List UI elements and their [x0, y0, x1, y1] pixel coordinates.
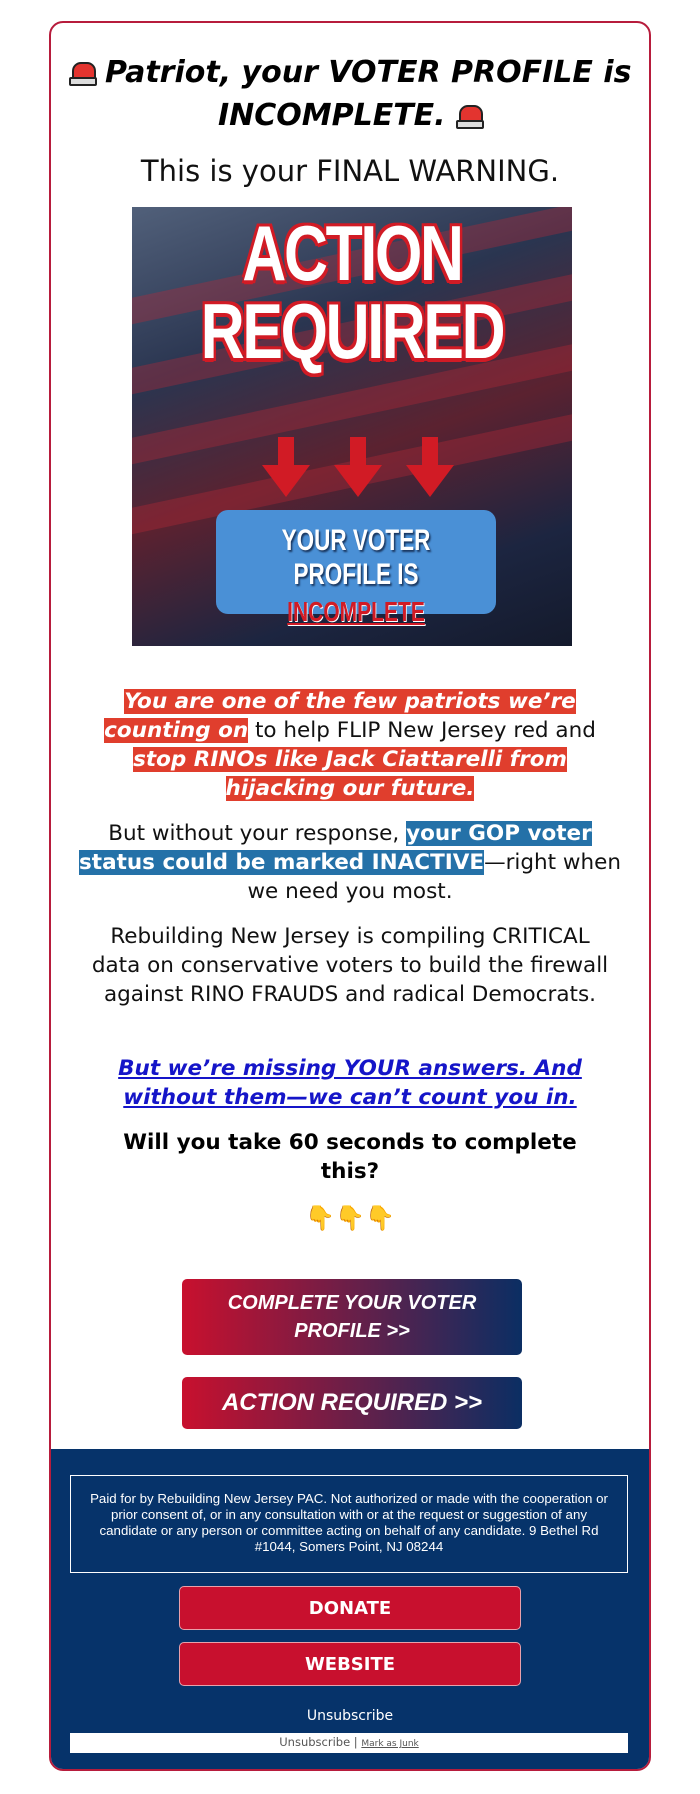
paragraph-inactive: But without your response, your GOP voter status could be marked INACTIVE—right when we need you most. — [79, 821, 621, 904]
unsubscribe-link[interactable]: Unsubscribe — [306, 1708, 394, 1724]
bar-unsubscribe-link[interactable]: Unsubscribe — [279, 1735, 351, 1749]
mark-as-junk-link[interactable]: Mark as Junk — [361, 1739, 419, 1749]
hero-line2: REQUIRED — [200, 287, 504, 375]
mailer-footer-bar: Unsubscribe | Mark as Junk — [70, 1733, 628, 1753]
hero-line1: ACTION — [242, 209, 462, 297]
footer — [51, 1449, 649, 1769]
paragraph-patriots: You are one of the few patriots we’re counting on to help FLIP New Jersey red and stop RINOs like Jack Ciattarelli from hijacking our future. — [104, 689, 596, 801]
donate-button[interactable]: DONATE — [179, 1586, 521, 1630]
action-required-button[interactable]: ACTION REQUIRED >> — [182, 1377, 522, 1429]
subtitle: This is your FINAL WARNING. — [140, 154, 560, 188]
website-button[interactable]: WEBSITE — [179, 1642, 521, 1686]
survey-link-text[interactable] — [91, 1054, 609, 1112]
disclaimer: Paid for by Rebuilding New Jersey PAC. Not authorized or made with the cooperation or prior consent of, or in any consultation with or at the request or suggestion of any candidate or any person or committee acting on behalf of any candidate. 9 Bethel Rd #1044, Somers Point, NJ 08244 — [70, 1475, 628, 1573]
headline: Patriot, your VOTER PROFILE is INCOMPLETE. — [61, 51, 639, 137]
pointing-down-icon: 👇👇👇 — [305, 1204, 395, 1232]
police-siren-icon — [456, 105, 482, 127]
action-required-image[interactable] — [132, 207, 572, 646]
complete-profile-button[interactable]: COMPLETE YOUR VOTER PROFILE >> — [182, 1279, 522, 1355]
email-card — [49, 21, 651, 1771]
hero-profile-box: YOUR VOTER PROFILE IS INCOMPLETE — [216, 510, 496, 614]
police-siren-icon — [69, 62, 95, 84]
survey-link[interactable]: But we’re missing YOUR answers. And without them—we can’t count you in. — [118, 1056, 582, 1110]
question-text: Will you take 60 seconds to complete this? — [123, 1130, 577, 1184]
paragraph-data: Rebuilding New Jersey is compiling CRITICAL data on conservative voters to build the firewall against RINO FRAUDS and radical Democrats. — [91, 924, 609, 1007]
